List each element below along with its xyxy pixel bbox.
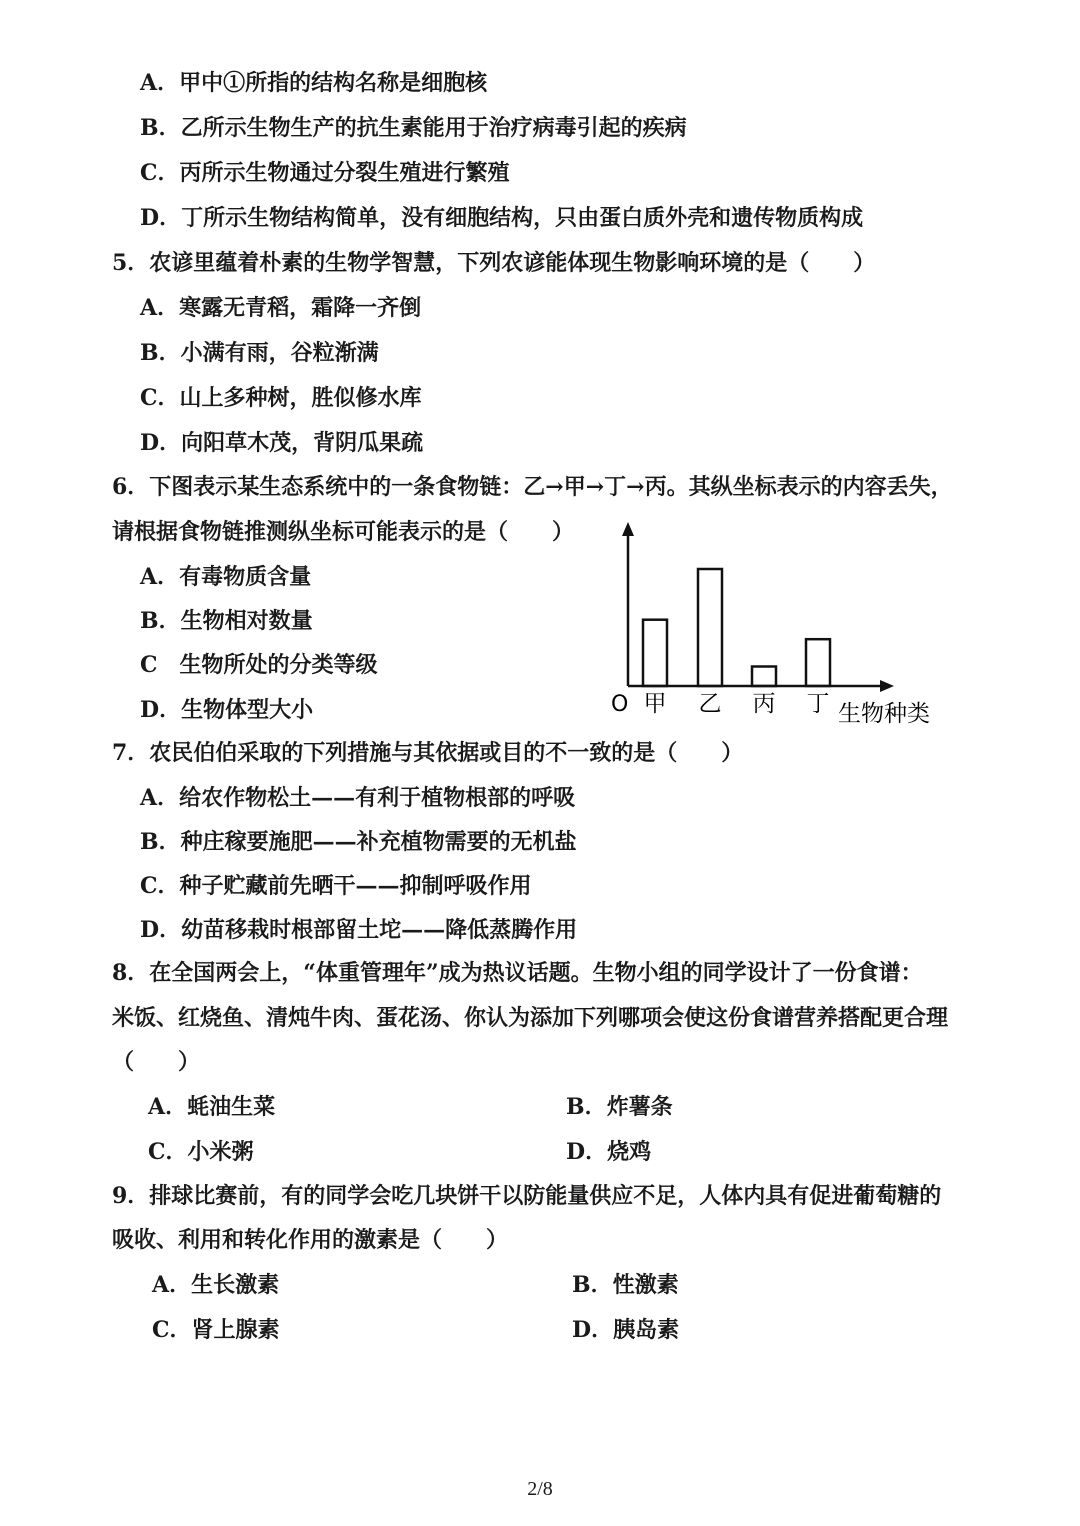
page-number: 2/8 — [527, 1478, 553, 1500]
q5-option-b: B．小满有雨，谷粒渐满 — [140, 340, 379, 366]
origin-label: O — [611, 692, 629, 717]
bar-3 — [752, 667, 776, 687]
y-axis-arrow — [622, 522, 634, 536]
q7-stem: 7．农民伯伯采取的下列措施与其依据或目的不一致的是（ ） — [112, 740, 744, 766]
q6-stem-line2: 请根据食物链推测纵坐标可能表示的是（ ） — [112, 519, 575, 545]
q5-option-a: A．寒露无青稻，霜降一齐倒 — [140, 295, 422, 321]
bar-2 — [698, 569, 722, 686]
q5-option-d: D．向阳草木茂，背阴瓜果疏 — [140, 430, 424, 456]
q6-option-b: B．生物相对数量 — [140, 608, 313, 634]
q9-option-b: B．性激素 — [572, 1272, 679, 1298]
q4-option-a: A．甲中①所指的结构名称是细胞核 — [140, 70, 488, 96]
q4-option-b: B．乙所示生物生产的抗生素能用于治疗病毒引起的疾病 — [140, 115, 687, 141]
category-label-1: 甲 — [643, 691, 667, 717]
q8-option-a: A．蚝油生菜 — [148, 1094, 276, 1120]
category-label-3: 丙 — [752, 691, 776, 717]
q7-option-b: B．种庄稼要施肥——补充植物需要的无机盐 — [140, 829, 577, 855]
category-label-2: 乙 — [698, 691, 722, 717]
q8-option-c: C．小米粥 — [148, 1139, 254, 1165]
q9-option-a: A．生长激素 — [152, 1272, 280, 1298]
category-label-4: 丁 — [806, 691, 830, 717]
x-axis-title: 生物种类 — [838, 701, 930, 727]
q7-option-c: C．种子贮藏前先晒干——抑制呼吸作用 — [140, 873, 532, 899]
q5-stem: 5．农谚里蕴着朴素的生物学智慧，下列农谚能体现生物影响环境的是（ ） — [112, 250, 876, 276]
q8-stem-line3: （ ） — [112, 1049, 201, 1075]
q5-option-c: C．山上多种树，胜似修水库 — [140, 385, 422, 411]
q4-option-d: D．丁所示生物结构简单，没有细胞结构，只由蛋白质外壳和遗传物质构成 — [140, 205, 864, 231]
q4-option-c: C．丙所示生物通过分裂生殖进行繁殖 — [140, 160, 510, 186]
q8-stem-line1: 8．在全国两会上，“体重管理年”成为热议话题。生物小组的同学设计了一份食谱： — [112, 960, 923, 986]
q7-option-d: D．幼苗移栽时根部留土坨——降低蒸腾作用 — [140, 917, 578, 943]
q6-option-a: A．有毒物质含量 — [140, 564, 312, 590]
q9-option-d: D．胰岛素 — [572, 1317, 680, 1343]
q7-option-a: A．给农作物松土——有利于植物根部的呼吸 — [140, 785, 576, 811]
bar-4 — [806, 639, 830, 686]
q6-stem-line1: 6．下图表示某生态系统中的一条食物链：乙→甲→丁→丙。其纵坐标表示的内容丢失， — [112, 474, 953, 500]
q8-option-b: B．炸薯条 — [566, 1094, 673, 1120]
q8-option-d: D．烧鸡 — [566, 1139, 652, 1165]
q9-option-c: C．肾上腺素 — [152, 1317, 280, 1343]
q8-stem-line2: 米饭、红烧鱼、清炖牛肉、蛋花汤、你认为添加下列哪项会使这份食谱营养搭配更合理 — [112, 1005, 949, 1031]
q6-option-c: C 生物所处的分类等级 — [140, 652, 378, 678]
bar-1 — [643, 620, 667, 686]
q9-stem-line2: 吸收、利用和转化作用的激素是（ ） — [112, 1227, 509, 1253]
q6-option-d: D．生物体型大小 — [140, 697, 314, 723]
x-axis-arrow — [880, 680, 894, 692]
q9-stem-line1: 9．排球比赛前，有的同学会吃几块饼干以防能量供应不足，人体内具有促进葡萄糖的 — [112, 1183, 942, 1209]
food-chain-bar-chart — [600, 518, 950, 728]
